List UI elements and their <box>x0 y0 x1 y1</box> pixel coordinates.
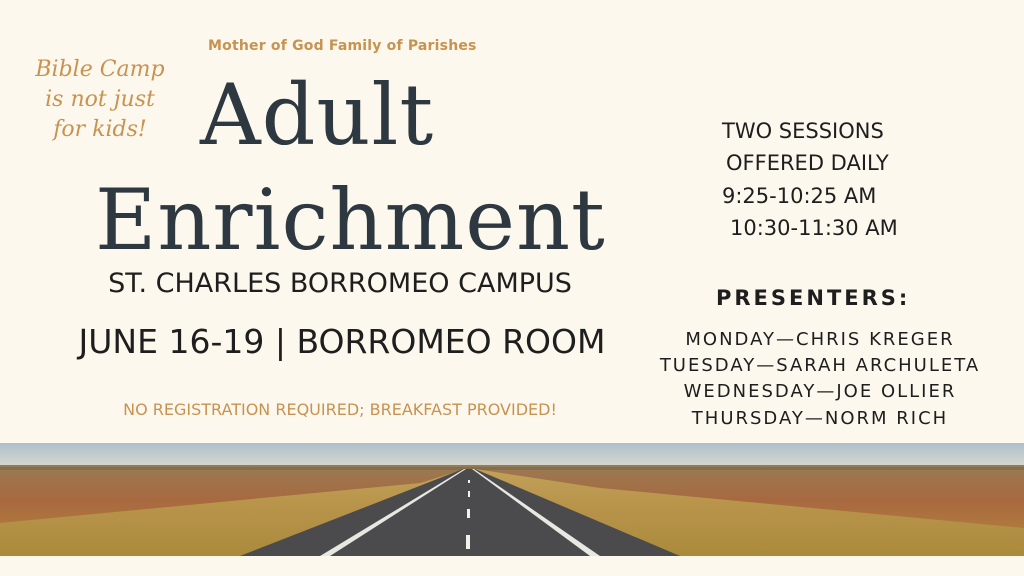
sessions-line-1: TWO SESSIONS <box>722 119 884 143</box>
presenter-item: MONDAY—CHRIS KREGER <box>685 329 955 350</box>
presenter-item: THURSDAY—NORM RICH <box>691 408 949 429</box>
campus-name: ST. CHARLES BORROMEO CAMPUS <box>108 268 572 299</box>
registration-note: NO REGISTRATION REQUIRED; BREAKFAST PROVIDED! <box>123 400 557 419</box>
tagline-line: is not just <box>45 87 155 112</box>
dates-location: JUNE 16-19 | BORROMEO ROOM <box>78 322 606 361</box>
tagline <box>30 55 170 145</box>
session-time-2: 10:30-11:30 AM <box>730 216 898 240</box>
title-line-2: Enrichment <box>95 171 606 269</box>
presenters-title: PRESENTERS: <box>716 286 911 310</box>
title-line-1: Adult <box>200 66 435 164</box>
presenter-item: WEDNESDAY—JOE OLLIER <box>683 381 957 402</box>
presenter-item: TUESDAY—SARAH ARCHULETA <box>659 355 981 376</box>
tagline-line: Bible Camp <box>35 57 165 82</box>
tagline-line: for kids! <box>53 117 147 142</box>
road-landscape-image <box>0 443 1024 556</box>
organization-name: Mother of God Family of Parishes <box>208 38 477 54</box>
sessions-line-2: OFFERED DAILY <box>726 151 889 175</box>
session-time-1: 9:25-10:25 AM <box>722 184 877 208</box>
